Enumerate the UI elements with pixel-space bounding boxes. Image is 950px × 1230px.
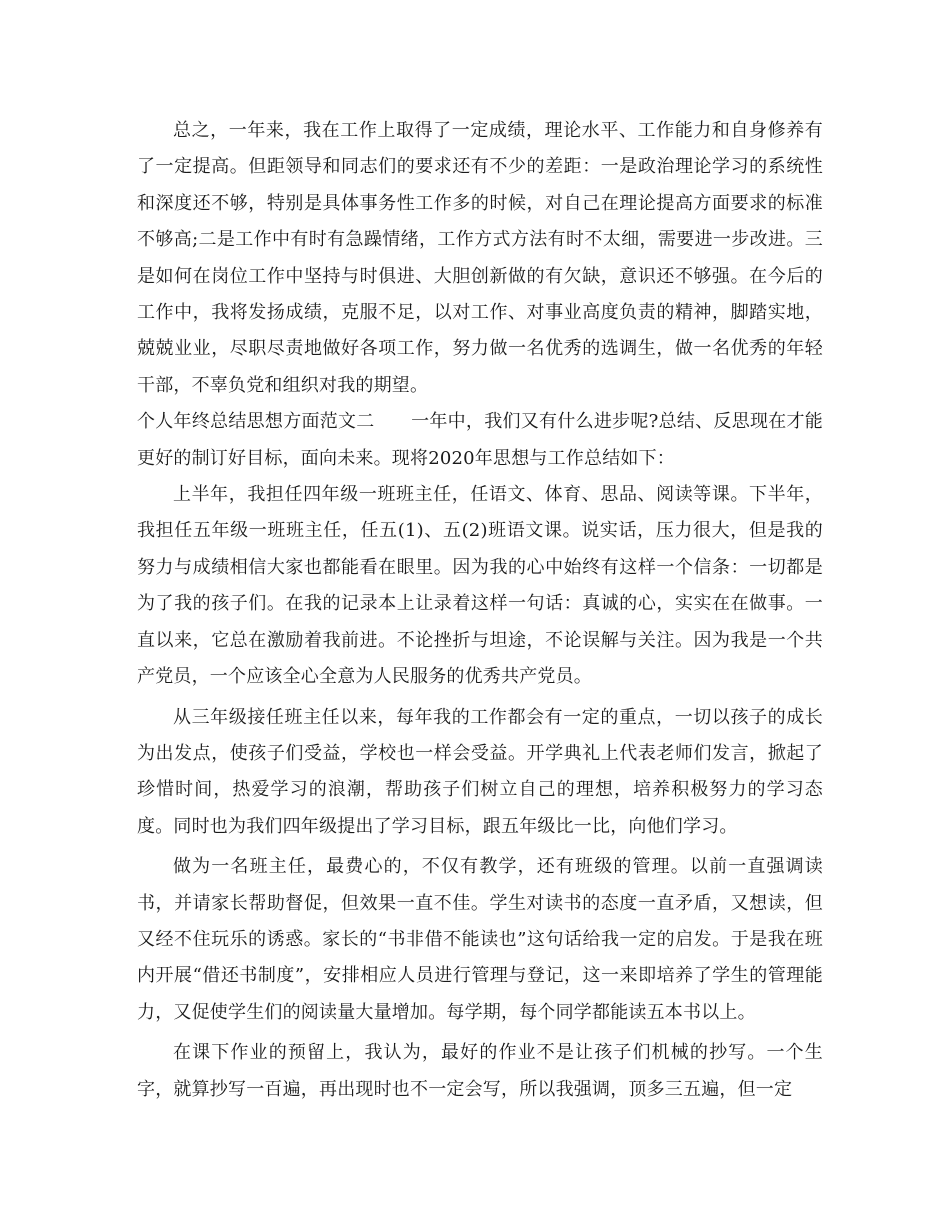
paragraph-section-two-intro: 个人年终总结思想方面范文二 一年中，我们又有什么进步呢?总结、反思现在才能更好的制订好目标，面向未来。现将2020年思想与工作总结如下： bbox=[137, 411, 823, 469]
paragraph-homework: 在课下作业的预留上，我认为，最好的作业不是让孩子们机械的抄写。一个生字，就算抄写一百遍，再出现时也不一定会写，所以我强调，顶多三五遍，但一定 bbox=[137, 1042, 823, 1100]
paragraph-summary: 总之，一年来，我在工作上取得了一定成绩，理论水平、工作能力和自身修养有了一定提高。但距领导和同志们的要求还有不少的差距：一是政治理论学习的系统性和深度还不够，特别是具体事务性工作多的时候，对自己在理论提高方面要求的标准不够高;二是工作中有时有急躁情绪，工作方式方法有时不太细，需要进一步改进。三是如何在岗位工作中坚持与时俱进、大胆创新做的有欠缺，意识还不够强。在今后的工作中，我将发扬成绩，克服不足，以对工作、对事业高度负责的精神，脚踏实地，兢兢业业，尽职尽责地做好各项工作，努力做一名优秀的选调生，做一名优秀的年轻干部，不辜负党和组织对我的期望。 bbox=[137, 120, 823, 396]
paragraph-class-teacher: 从三年级接任班主任以来，每年我的工作都会有一定的重点，一切以孩子的成长为出发点，使孩子们受益，学校也一样会受益。开学典礼上代表老师们发言，掀起了珍惜时间，热爱学习的浪潮，帮助孩子们树立自己的理想，培养积极努力的学习态度。同时也为我们四年级提出了学习目标，跟五年级比一比，向他们学习。 bbox=[137, 706, 823, 837]
paragraph-class-management: 做为一名班主任，最费心的，不仅有教学，还有班级的管理。以前一直强调读书，并请家长帮助督促，但效果一直不佳。学生对读书的态度一直矛盾，又想读，但又经不住玩乐的诱惑。家长的“书非借不能读也”这句话给我一定的启发。于是我在班内开展“借还书制度”，安排相应人员进行管理与登记，这一来即培养了学生的管理能力，又促使学生们的阅读量大量增加。每学期，每个同学都能读五本书以上。 bbox=[137, 856, 823, 1023]
document-body bbox=[137, 113, 823, 1108]
paragraph-first-half-year: 上半年，我担任四年级一班班主任，任语文、体育、思品、阅读等课。下半年，我担任五年级一班班主任，任五(1)、五(2)班语文课。说实话，压力很大，但是我的努力与成绩相信大家也都能看在眼里。因为我的心中始终有这样一个信条：一切都是为了我的孩子们。在我的记录本上让录着这样一句话：真诚的心，实实在在做事。一直以来，它总在激励着我前进。不论挫折与坦途，不论误解与关注。因为我是一个共产党员，一个应该全心全意为人民服务的优秀共产党员。 bbox=[137, 484, 823, 688]
